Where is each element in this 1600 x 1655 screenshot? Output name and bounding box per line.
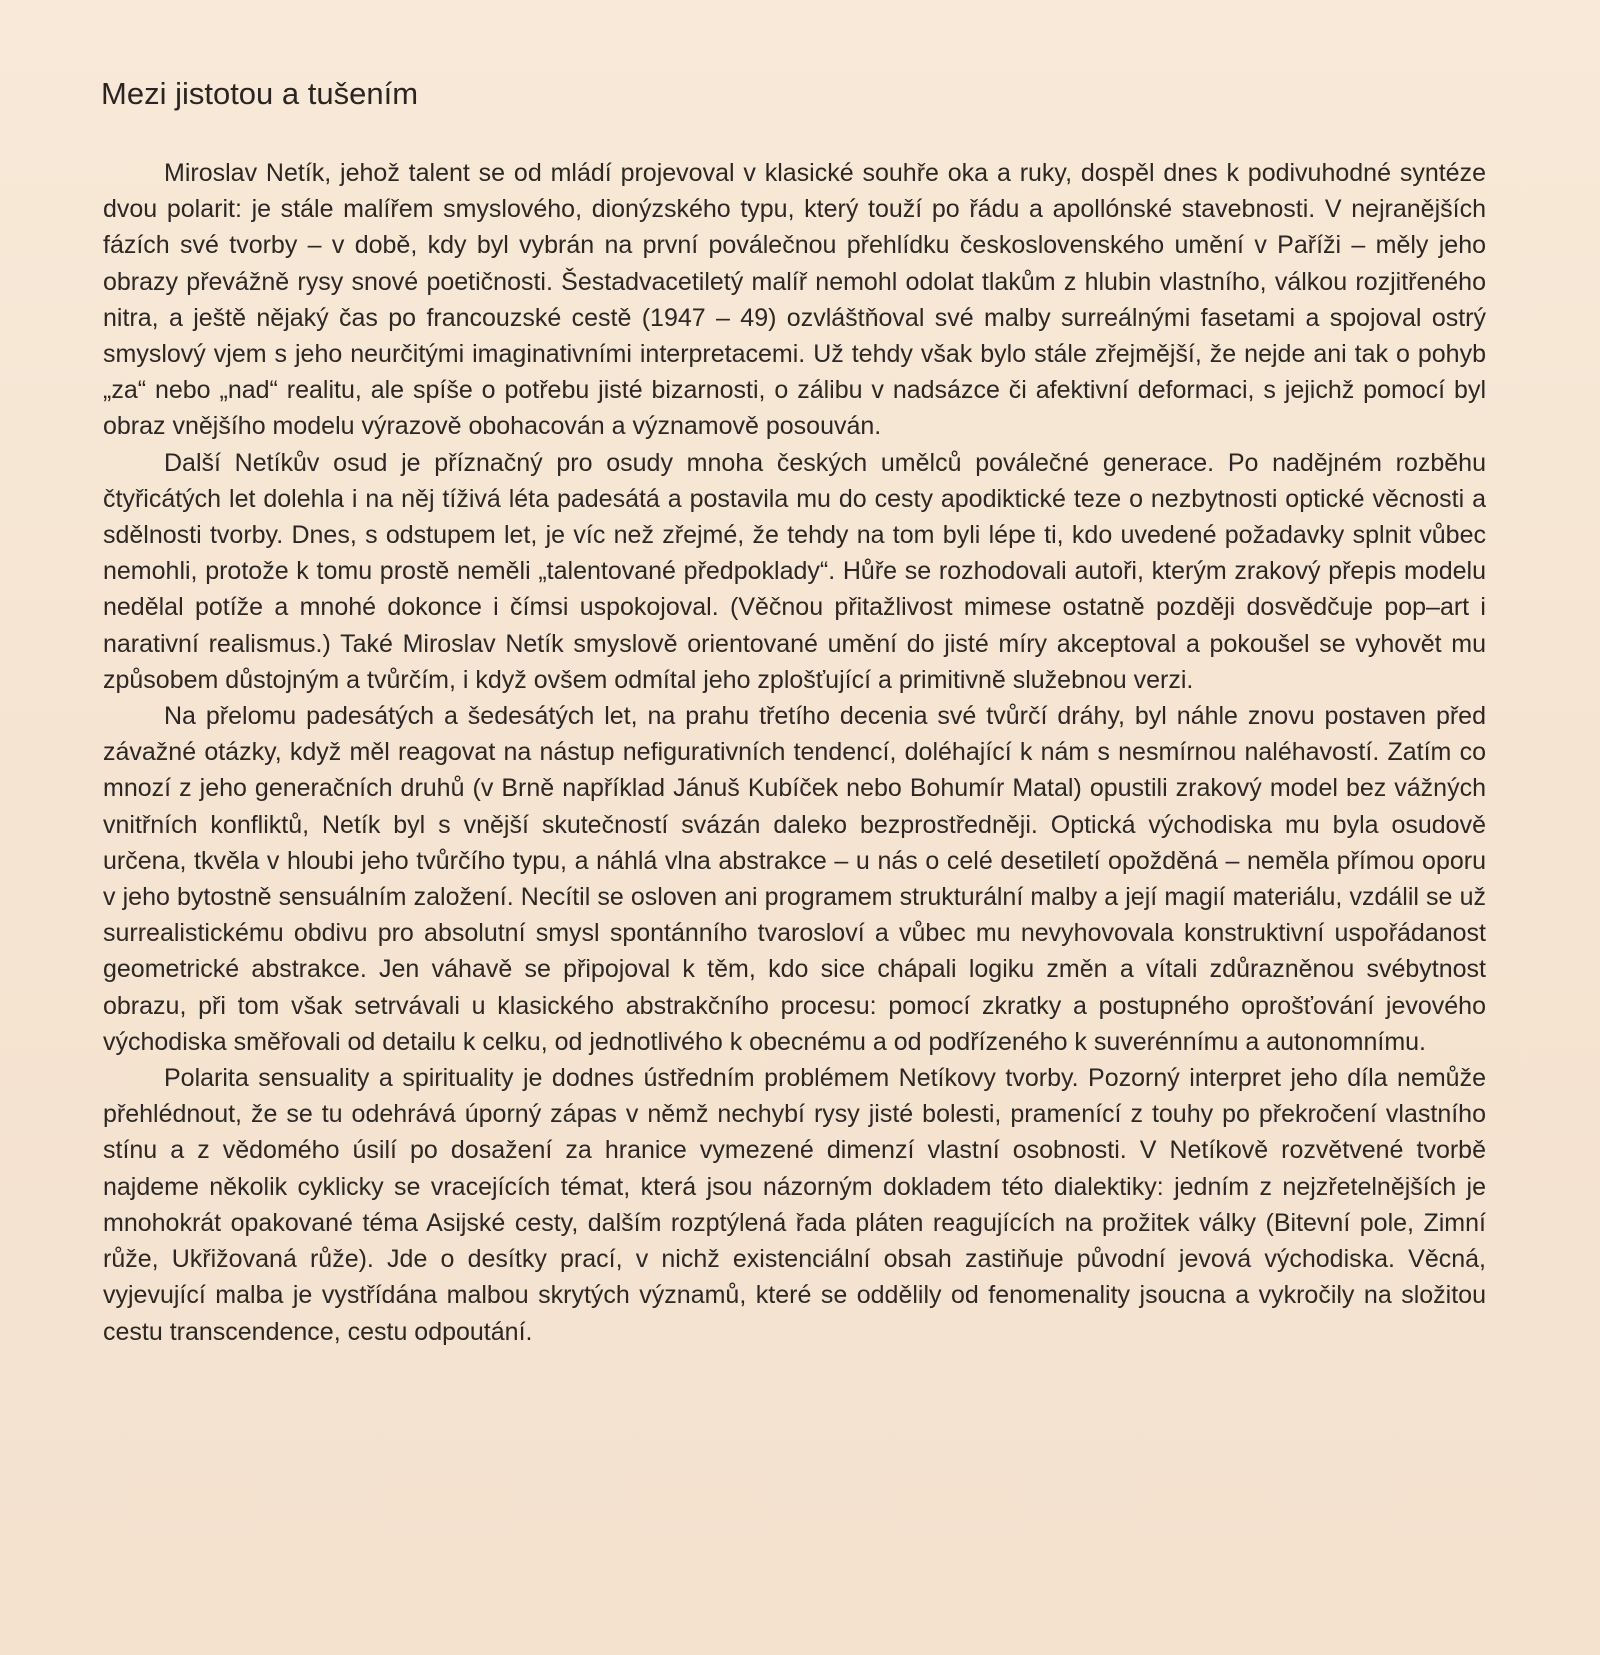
paragraph-2: Další Netíkův osud je příznačný pro osudy mnoha českých umělců poválečné generace. Po nadějném rozběhu čtyřicátých let dolehla i na něj tíživá léta padesátá a postavila mu do cesty apodiktické teze o nezbytnosti optické věcnosti a sdělnosti tvorby. Dnes, s odstupem let, je víc než zřejmé, že tehdy na tom byli lépe ti, kdo uvedené požadavky splnit vůbec nemohli, protože k tomu prostě neměli „talentované předpoklady“. Hůře se rozhodovali autoři, kterým zrakový přepis modelu nedělal potíže a mnohé dokonce i čímsi uspokojoval. (Věčnou přitažlivost mimese ostatně později dosvědčuje pop–art i narativní realismus.) Také Miroslav Netík smyslově orientované umění do jisté míry akceptoval a pokoušel se vyhovět mu způsobem důstojným a tvůrčím, i když ovšem odmítal jeho zplošťující a primitivně služebnou verzi. xyxy=(103,448,1486,694)
paragraph-4: Polarita sensuality a spirituality je dodnes ústředním problémem Netíkovy tvorby. Pozorný interpret jeho díla nemůže přehlédnout, že se tu odehrává úporný zápas v němž nechybí rysy jisté bolesti, pramenící z touhy po překročení vlastního stínu a z vědomého úsilí po dosažení za hranice vymezené dimenzí vlastní osobnosti. V Netíkově rozvětvené tvorbě najdeme několik cyklicky se vracejících témat, která jsou názorným dokladem této dialektiky: jedním z nejzřetelnějších je mnohokrát opakované téma Asijské cesty, dalším rozptýlená řada pláten reagujících na prožitek války (Bitevní pole, Zimní růže, Ukřižovaná růže). Jde o desítky prací, v nichž existenciální obsah zastiňuje původní jevová východiska. Věcná, vyjevující malba je vystřídána malbou skrytých významů, které se oddělily od fenomenality jsoucna a vykročily na složitou cestu transcendence, cestu odpoutání. xyxy=(103,1064,1486,1346)
paragraph-1: Miroslav Netík, jehož talent se od mládí projevoval v klasické souhře oka a ruky, dospěl dnes k podivuhodné syntéze dvou polarit: je stále malířem smyslového, dionýzského typu, který touží po řádu a apollónské stavebnosti. V nejranějších fázích své tvorby – v době, kdy byl vybrán na první poválečnou přehlídku československého umění v Paříži – měly jeho obrazy převážně rysy snové poetičnosti. Šestadvacetiletý malíř nemohl odolat tlakům z hlubin vlastního, válkou rozjitřeného nitra, a ještě nějaký čas po francouzské cestě (1947 – 49) ozvláštňoval své malby surreálnými fasetami a spojoval ostrý smyslový vjem s jeho neurčitými imaginativními interpretacemi. Už tehdy však bylo stále zřejmější, že nejde ani tak o pohyb „za“ nebo „nad“ realitu, ale spíše o potřebu jisté bizarnosti, o zálibu v nadsázce či afektivní deformaci, s jejichž pomocí byl obraz vnějšího modelu výrazově obohacován a významově posouván. xyxy=(103,159,1486,441)
article-title: Mezi jistotou a tušením xyxy=(101,76,419,111)
paragraph-3: Na přelomu padesátých a šedesátých let, na prahu třetího decenia své tvůrčí dráhy, byl náhle znovu postaven před závažné otázky, když měl reagovat na nástup nefigurativních tendencí, doléhající k nám s nesmírnou naléhavostí. Zatím co mnozí z jeho generačních druhů (v Brně například Jánuš Kubíček nebo Bohumír Matal) opustili zrakový model bez vážných vnitřních konfliktů, Netík byl s vnější skutečností svázán daleko bezprostředněji. Optická východiska mu byla osudově určena, tkvěla v hloubi jeho tvůrčího typu, a náhlá vlna abstrakce – u nás o celé desetiletí opožděná – neměla přímou oporu v jeho bytostně sensuálním založení. Necítil se osloven ani programem strukturální malby a její magií materiálu, vzdálil se už surrealistickému obdivu pro absolutní smysl spontánního tvarosloví a vůbec mu nevyhovovala konstruktivní uspořádanost geometrické abstrakce. Jen váhavě se připojoval k těm, kdo sice chápali logiku změn a vítali zdůrazněnou svébytnost obrazu, při tom však setrvávali u klasického abstrakčního procesu: pomocí zkratky a postupného oprošťování jevového východiska směřovali od detailu k celku, od jednotlivého k obecnému a od podřízeného k suverénnímu a autonomnímu. xyxy=(103,702,1486,1056)
article-body xyxy=(103,155,1486,1350)
